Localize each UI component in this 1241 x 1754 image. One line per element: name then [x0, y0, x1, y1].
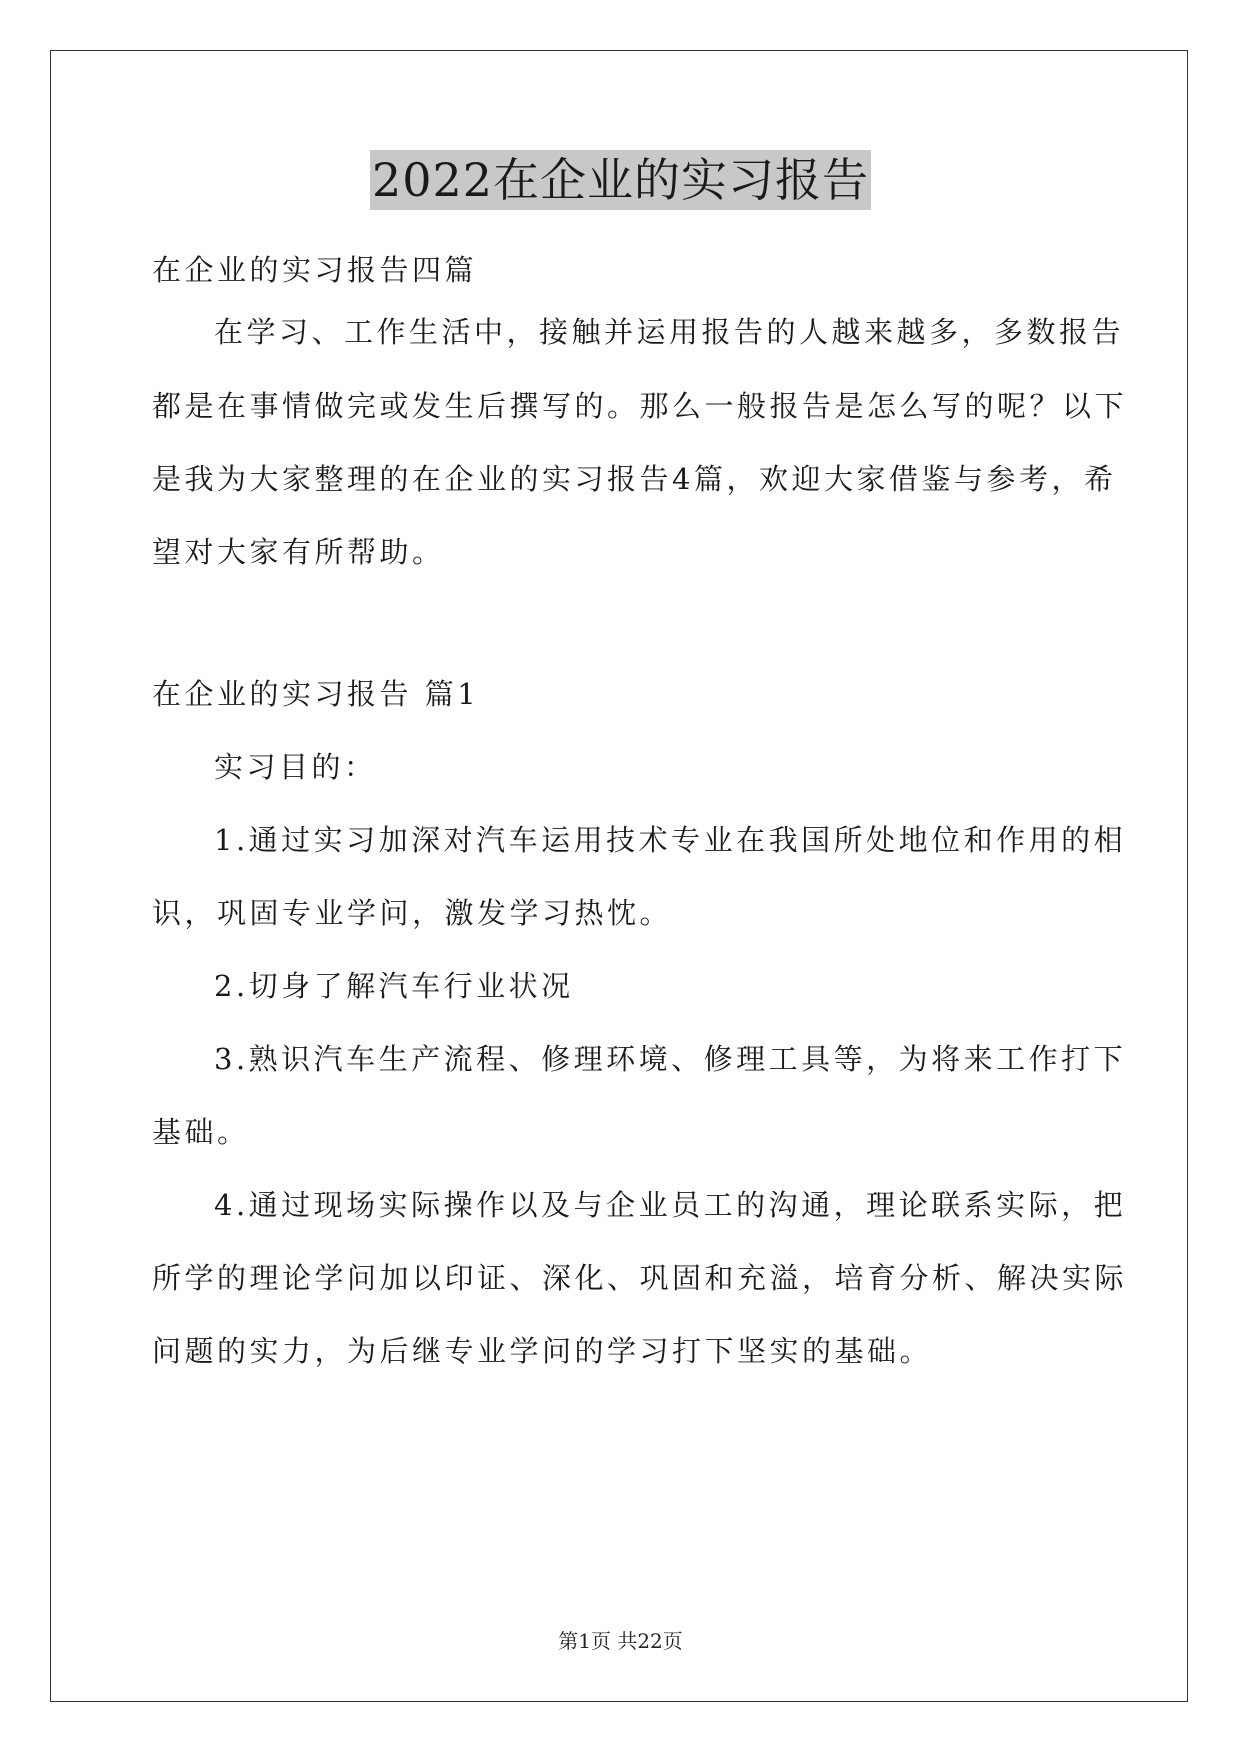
list-item-line: 4.通过现场实际操作以及与企业员工的沟通，理论联系实际，把	[214, 1188, 1127, 1222]
document-subtitle: 在企业的实习报告四篇	[152, 253, 478, 287]
list-item-line: 问题的实力，为后继专业学问的学习打下坚实的基础。	[152, 1334, 933, 1368]
list-item-line: 3.熟识汽车生产流程、修理环境、修理工具等，为将来工作打下	[214, 1042, 1127, 1076]
list-item-line: 基础。	[152, 1115, 250, 1149]
intro-line: 在学习、工作生活中，接触并运用报告的人越来越多，多数报告	[214, 315, 1125, 349]
intro-line: 是我为大家整理的在企业的实习报告4篇，欢迎大家借鉴与参考，希	[152, 462, 1117, 496]
page-border	[50, 50, 1188, 1702]
document-title: 2022在企业的实习报告	[370, 150, 871, 210]
list-item-line: 2.切身了解汽车行业状况	[214, 969, 574, 1003]
list-item-line: 1.通过实习加深对汽车运用技术专业在我国所处地位和作用的相	[214, 823, 1127, 857]
page-number-footer: 第1页 共22页	[558, 1629, 683, 1653]
purpose-label: 实习目的：	[214, 750, 377, 784]
intro-line: 都是在事情做完或发生后撰写的。那么一般报告是怎么写的呢？以下	[152, 389, 1128, 423]
intro-line: 望对大家有所帮助。	[152, 535, 445, 569]
section-heading: 在企业的实习报告 篇1	[152, 677, 480, 711]
title-container	[0, 150, 1241, 210]
list-item-line: 所学的理论学问加以印证、深化、巩固和充溢，培育分析、解决实际	[152, 1261, 1128, 1295]
list-item-line: 识，巩固专业学问，激发学习热忱。	[152, 896, 673, 930]
